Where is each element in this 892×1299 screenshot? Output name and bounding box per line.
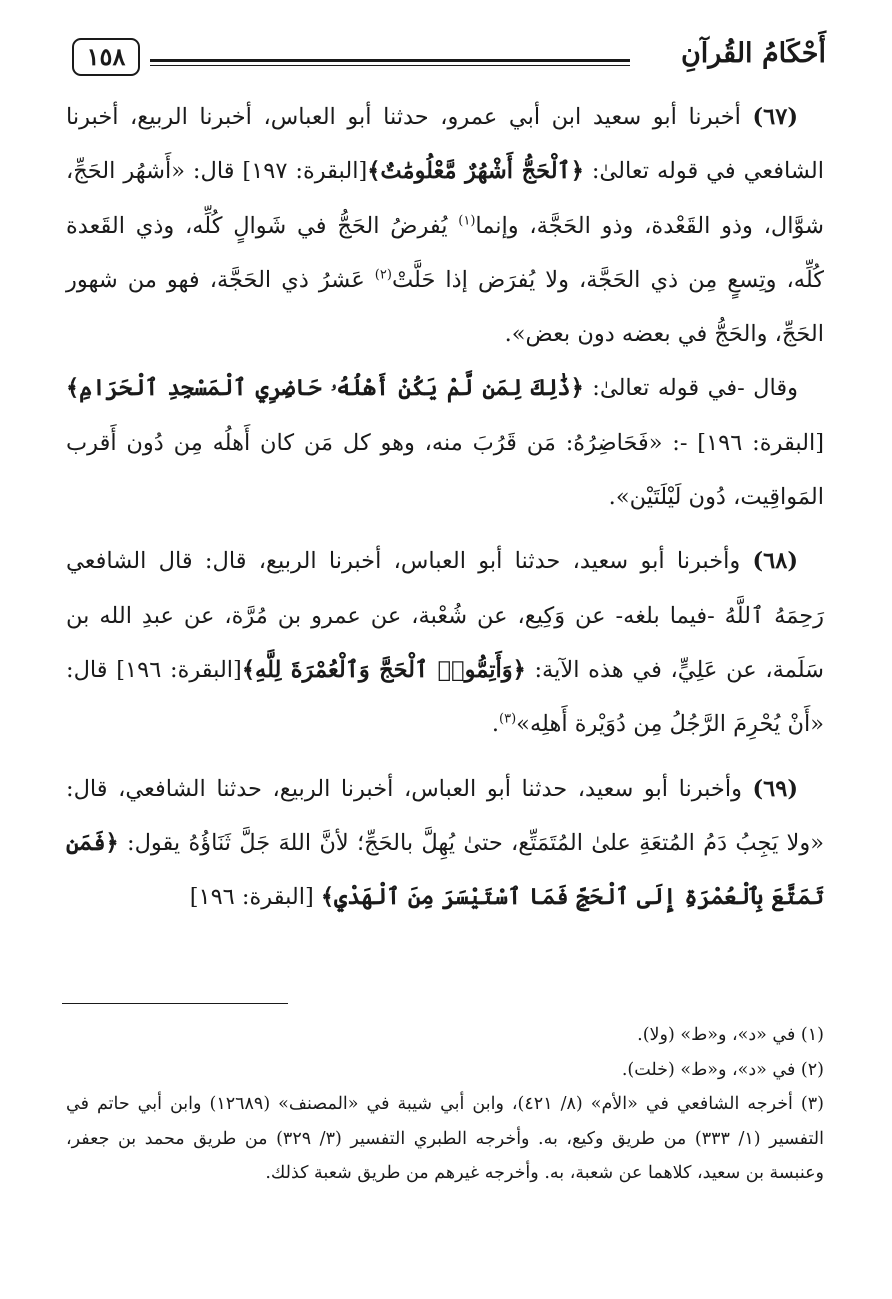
isnad-text: وأخبرنا أبو سعيد، حدثنا أبو العباس، أخبرنا الربيع، قال: قال الشافعي رَحِمَهُ ٱللَّهُ -فيما بلغه- عن وَكِيع، عن شُعْبة، عن عمرو بن مُرَّة، عن عبدِ الله بن سَلَمة، عن عَلِيٍّ، في هذه الآية: bbox=[66, 548, 824, 683]
paragraph-gap bbox=[66, 752, 824, 762]
footnote-3: (٣) أخرجه الشافعي في «الأم» (٨/ ٤٢١)، وابن أبي شيبة في «المصنف» (١٢٦٨٩) وابن أبي حاتم في التفسير (١/ ٣٣٣) من طريق وكيع، به. وأخرجه الطبري التفسير (٣/ ٣٢٩) من طريق محمد بن جعفر، وعنبسة بن سعيد، كلاهما عن شعبة، به. وأخرجه غيرهم من طريق شعبة كذلك. bbox=[66, 1094, 825, 1183]
quran-verse: ﴿ذَٰلِكَ لِمَن لَّمْ يَكُنْ أَهْلُهُۥ حَاضِرِي ٱلْمَسْجِدِ ٱلْحَرَامِ﴾ bbox=[66, 375, 584, 402]
hadith-number: (٦٨) bbox=[752, 548, 798, 575]
quran-verse: ﴿وَأَتِمُّوا۟ ٱلْحَجَّ وَٱلْعُمْرَةَ لِلَّهِ﴾ bbox=[241, 656, 526, 683]
verse-reference: [البقرة: ١٩٦] bbox=[189, 884, 321, 911]
footnote-separator bbox=[62, 1003, 288, 1004]
verse-reference: [البقرة: ١٩٧] bbox=[242, 158, 368, 185]
hadith-text-end: . bbox=[491, 711, 500, 738]
paragraph-67 bbox=[66, 90, 824, 361]
footnotes bbox=[66, 1018, 824, 1191]
footnote-marker: (٣) bbox=[499, 711, 517, 727]
isnad-text: وقال -في قوله تعالىٰ: bbox=[583, 375, 798, 402]
footnote-2: (٢) في «د»، و«ط» (خلت). bbox=[621, 1059, 824, 1080]
footnote-marker: (١) bbox=[458, 213, 476, 229]
hadith-text: عَشرُ ذي الحَجَّة، فهو من شهور الحَجِّ، والحَجُّ في بعضه دون بعض». bbox=[66, 266, 824, 348]
verse-reference: [البقرة: ١٩٦] bbox=[687, 429, 825, 456]
quran-verse: ﴿فَمَن تَمَتَّعَ بِٱلْعُمْرَةِ إِلَى ٱلْحَجِّ فَمَا ٱسْتَيْسَرَ مِنَ ٱلْهَدْيِ﴾ bbox=[66, 829, 824, 911]
paragraph-68 bbox=[66, 534, 824, 751]
hadith-number: (٦٩) bbox=[752, 775, 798, 802]
footnote-1: (١) في «د»، و«ط» (ولا). bbox=[637, 1025, 824, 1045]
quran-verse: ﴿ٱلْحَجُّ أَشْهُرٌ مَّعْلُومَٰتٌ﴾ bbox=[367, 158, 584, 185]
main-text bbox=[66, 90, 824, 924]
book-title: أَحْكَامُ القُرآنِ bbox=[680, 38, 826, 69]
isnad-text: أخبرنا أبو سعيد ابن أبي عمرو، حدثنا أبو العباس، أخبرنا الربيع، أخبرنا الشافعي في قوله تعالىٰ: bbox=[66, 104, 824, 185]
paragraph-67b bbox=[66, 361, 824, 524]
header-rule bbox=[150, 59, 630, 62]
footnote-marker: (٢) bbox=[374, 267, 392, 283]
paragraph-gap bbox=[66, 524, 824, 534]
header-rule-thin bbox=[150, 65, 630, 66]
hadith-text: قال: «أَنْ يُحْرِمَ الرَّجُلُ مِن دُوَيْرة أَهلِه» bbox=[66, 656, 824, 738]
hadith-text: قال: «أَشهُر الحَجِّ، شوَّال، وذو القَعْدة، وذو الحَجَّة، وإنما bbox=[66, 158, 824, 239]
page-number: ١٥٨ bbox=[72, 38, 140, 76]
hadith-text: -: «فَحَاضِرُهُ: مَن قَرُبَ منه، وهو كل مَن كان أَهلُه مِن دُون أَقرب المَواقِيت، دُون لَيْلَتَيْن». bbox=[66, 429, 824, 511]
verse-reference: [البقرة: ١٩٦] bbox=[116, 656, 242, 683]
paragraph-69 bbox=[66, 762, 824, 925]
hadith-text: يُفرضُ الحَجُّ في شَوالٍ كُلِّه، وذي القَعدة كُلِّه، وتِسعٍ مِن ذي الحَجَّة، ولا يُفرَض إذا حَلَّتْ bbox=[66, 212, 824, 293]
isnad-text: وأخبرنا أبو سعيد، حدثنا أبو العباس، أخبرنا الربيع، حدثنا الشافعي، قال: «ولا يَجِبُ دَمُ المُتعَةِ علىٰ المُتَمَتِّع، حتىٰ يُهِلَّ بالحَجِّ؛ لأنَّ اللهَ جَلَّ ثَنَاؤُهُ يقول: bbox=[66, 775, 824, 856]
hadith-number: (٦٧) bbox=[752, 104, 798, 130]
page-header bbox=[70, 36, 826, 84]
